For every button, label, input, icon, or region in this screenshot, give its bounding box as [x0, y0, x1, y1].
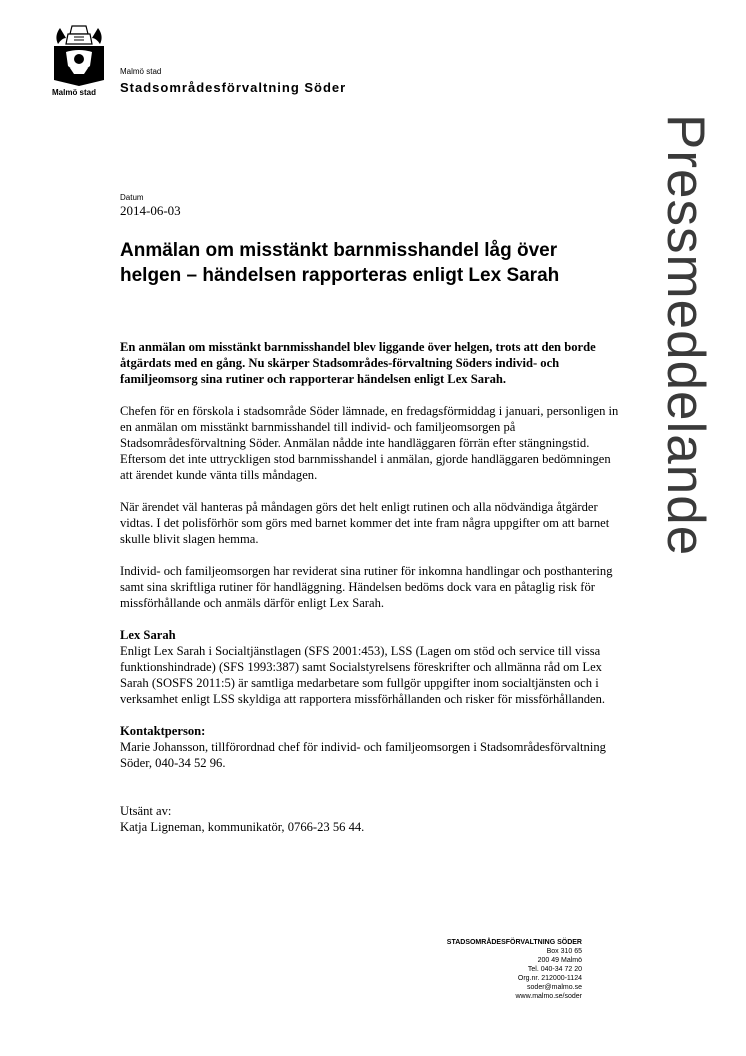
footer-postal: 200 49 Malmö: [537, 957, 582, 964]
section-text: Enligt Lex Sarah i Socialtjänstlagen (SFS 2001:453), LSS (Lagen om stöd och service till vissa funktionshindrade) (SFS 1993:387) samt Socialstyrelsens föreskrifter och allmänna råd om Lex Sarah (SOSFS 2011:5) är samtliga medarbetare som fullgör uppgifter inom socialtjänsten och i verksamhet enligt LSS skyldiga att rapportera missförhållanden och risker för missförhållanden.: [120, 644, 606, 706]
contact-section: [120, 723, 620, 771]
date-label: Datum: [120, 193, 144, 202]
footer-box: Box 310 65: [546, 948, 582, 955]
body-paragraph: Chefen för en förskola i stadsområde Söder lämnade, en fredagsförmiddag i januari, personligen in en anmälan om misstänkt barnmisshandel till individ- och familjeomsorgen på Stadsområdesförvaltning Söder. Anmälan nådde inte handläggaren förrän efter stängningstid. Eftersom det inte uttryckligen stod barnmisshandel i anmälan, gjorde handläggaren bedömningen att ärendet kunde vänta tills måndagen.: [120, 404, 619, 482]
body-paragraph: När ärendet väl hanteras på måndagen görs det helt enligt rutinen och alla nödvändiga åtgärder vidtas. I det polisförhör som görs med barnet kommer det inte fram några uppgifter om att barnet skulle blivit slagen hemma.: [120, 500, 610, 546]
footer-address: [447, 938, 582, 1001]
date-value: 2014-06-03: [120, 203, 181, 218]
page-title: Anmälan om misstänkt barnmisshandel låg över helgen – händelsen rapporteras enligt Lex Sarah: [120, 240, 560, 286]
sent-by-section: [120, 803, 620, 835]
footer-orgnr: Org.nr. 212000-1124: [517, 975, 582, 982]
lex-sarah-section: [120, 627, 620, 707]
footer-phone: Tel. 040-34 72 20: [527, 966, 582, 973]
body-paragraph: Individ- och familjeomsorgen har reviderat sina rutiner för inkomna handlingar och posthantering samt sina skriftliga rutiner för handläggning. Händelsen bedöms dock vara en påtaglig risk för missförhållande och anmäls därför enligt Lex Sarah.: [120, 564, 613, 610]
organization-name: Stadsområdesförvaltning Söder: [120, 80, 347, 95]
section-heading: Lex Sarah: [120, 628, 176, 642]
logo-caption: Malmö stad: [52, 88, 97, 97]
sent-by-label: Utsänt av:: [120, 804, 172, 818]
press-release-body: [120, 339, 620, 851]
footer-email: soder@malmo.se: [527, 984, 582, 991]
section-heading: Kontaktperson:: [120, 724, 206, 738]
document-type-title: Pressmeddelande: [656, 114, 715, 557]
organization-parent: Malmö stad: [120, 67, 162, 76]
lead-paragraph: En anmälan om misstänkt barnmisshandel blev liggande över helgen, trots att den borde åtgärdats med en gång. Nu skärper Stadsområdes-förvaltning Söders individ- och familjeomsorg sina rutiner och rapporterar händelsen enligt Lex Sarah.: [120, 340, 596, 386]
footer-org-name: STADSOMRÅDESFÖRVALTNING SÖDER: [446, 939, 582, 946]
footer-web: www.malmo.se/soder: [515, 993, 582, 1000]
contact-text: Marie Johansson, tillförordnad chef för individ- och familjeomsorgen i Stadsområdesförvaltning Söder, 040-34 52 96.: [120, 740, 606, 770]
sent-by-text: Katja Ligneman, kommunikatör, 0766-23 56 44.: [120, 820, 365, 834]
